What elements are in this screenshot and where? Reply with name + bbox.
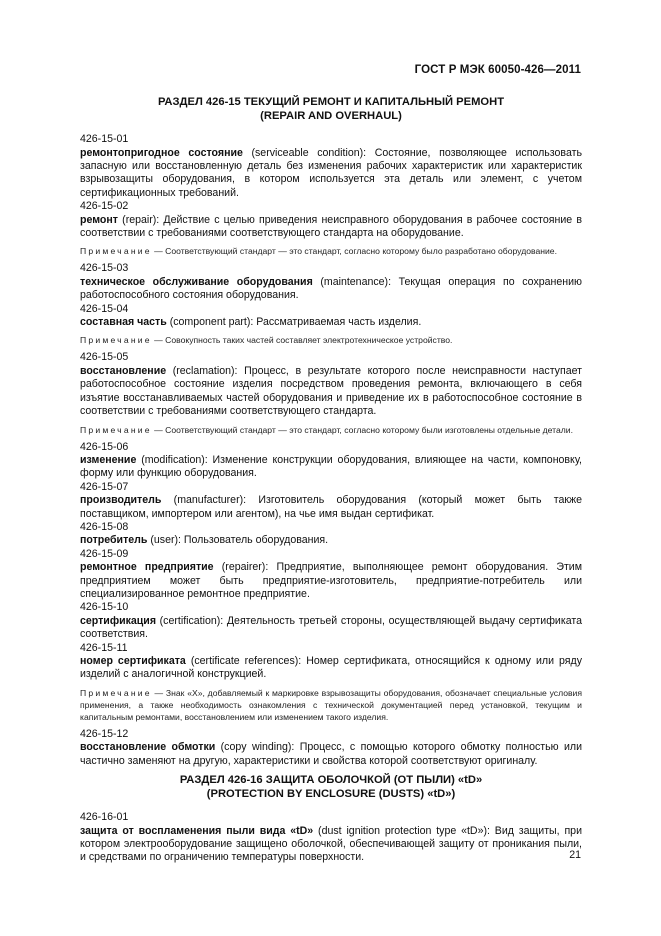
- term-definition: [80, 214, 582, 241]
- standard-header: ГОСТ Р МЭК 60050-426—2011: [414, 64, 581, 76]
- term-name: ремонт: [80, 213, 118, 226]
- term-entry: [80, 200, 582, 257]
- term-code: 426-15-12: [80, 727, 129, 740]
- note-text: — Совокупность таких частей составляет электротехническое устройство.: [151, 335, 453, 346]
- note-label: Примечание: [80, 246, 152, 257]
- term-name: защита от воспламенения пыли вида «tD»: [80, 824, 314, 837]
- term-definition-text: (modification): Изменение конструкции оборудования, влияющее на части, компоновку, форму или функцию оборудования.: [80, 453, 582, 480]
- term-code: 426-15-05: [80, 351, 129, 364]
- term-code: 426-15-11: [80, 641, 128, 654]
- term-definition-text: (component part): Рассматриваемая часть изделия.: [166, 316, 422, 329]
- term-name: ремонтное предприятие: [80, 561, 214, 574]
- page-number: 21: [569, 849, 581, 861]
- section-16-title-ru: РАЗДЕЛ 426-16 ЗАЩИТА ОБОЛОЧКОЙ (ОТ ПЫЛИ) «tD»: [179, 774, 483, 787]
- note-label: Примечание: [80, 687, 152, 698]
- note-label: Примечание: [80, 424, 152, 435]
- term-code: 426-15-09: [80, 547, 129, 560]
- term-code: 426-15-10: [80, 601, 129, 614]
- term-entry: [80, 601, 582, 641]
- term-definition: [80, 741, 582, 768]
- section-16-title: [80, 774, 582, 801]
- note-label: Примечание: [80, 335, 152, 346]
- term-entry: [80, 303, 582, 347]
- term-definition: [80, 561, 582, 601]
- term-definition-text: (maintenance): Текущая операция по сохранению работоспособного состояния оборудования.: [80, 275, 582, 302]
- term-definition: [80, 316, 582, 329]
- section-15-title-en: (REPAIR AND OVERHAUL): [260, 109, 402, 122]
- term-definition: [80, 615, 582, 642]
- term-definition: [80, 494, 582, 521]
- term-definition: [80, 147, 582, 201]
- note-text: — Соответствующий стандарт — это стандарт, согласно которому было разработано оборудование.: [151, 246, 557, 257]
- section-16-entries: [80, 811, 582, 865]
- term-definition-text: (serviceable condition): Состояние, позволяющее использовать запасную или восстановленную деталь без изменения рабочих характеристик или характеристик взрывозащиты оборудования, в котором используется эта деталь или элемент, с учетом сертификационных требований.: [80, 146, 582, 199]
- term-definition-text: (reclamation): Процесс, в результате которого после неисправности наступает работоспособное состояние изделия посредством проведения ремонта, включающего в себя изъятие восстанавливаемых частей оборудования и приведение их в работоспособное состояние в соответствии с требованиями соответствующего стандарта.: [80, 364, 582, 418]
- section-15-title: [80, 96, 582, 123]
- term-definition: [80, 365, 582, 419]
- term-code: 426-15-07: [80, 480, 129, 493]
- term-name: техническое обслуживание оборудования: [80, 275, 313, 288]
- term-definition: [80, 825, 582, 865]
- term-entry: [80, 441, 582, 481]
- section-15-entries: [80, 133, 582, 768]
- term-note: [80, 245, 582, 257]
- section-16-title-en: (PROTECTION BY ENCLOSURE (DUSTS) «tD»): [206, 787, 456, 800]
- section-15-title-ru: РАЗДЕЛ 426-15 ТЕКУЩИЙ РЕМОНТ И КАПИТАЛЬНЫЙ РЕМОНТ: [157, 96, 505, 108]
- term-code: 426-16-01: [80, 811, 129, 824]
- term-definition-text: (repair): Действие с целью приведения неисправного оборудования в рабочее состояние в соответствии с требованиями соответствующего стандарта на оборудование.: [80, 213, 582, 240]
- term-definition-text: (repairer): Предприятие, выполняющее ремонт оборудования. Этим предприятием может быть предприятие-изготовитель, предприятие-потребитель или специализированное ремонтное предприятие.: [80, 561, 582, 600]
- term-name: потребитель: [80, 534, 148, 547]
- term-definition: [80, 276, 582, 303]
- term-code: 426-15-01: [80, 133, 129, 146]
- term-note: [80, 687, 582, 723]
- term-code: 426-15-06: [80, 440, 129, 453]
- term-definition: [80, 655, 582, 682]
- term-code: 426-15-02: [80, 200, 129, 213]
- term-entry: [80, 133, 582, 200]
- term-name: восстановление обмотки: [80, 741, 216, 754]
- term-entry: [80, 811, 582, 865]
- term-entry: [80, 642, 582, 723]
- term-note: [80, 424, 582, 436]
- term-name: производитель: [80, 494, 162, 507]
- term-definition-text: (dust ignition protection type «tD»): Вид защиты, при котором электрооборудование защищено оболочкой, обеспечивающей защиту от проникания пыли, и средствами по ограничению температуры поверхности.: [80, 824, 582, 864]
- term-code: 426-15-03: [80, 262, 129, 275]
- term-name: ремонтопригодное состояние: [80, 146, 243, 159]
- term-entry: [80, 481, 582, 521]
- term-entry: [80, 521, 582, 548]
- term-definition: [80, 534, 582, 547]
- note-text: — Знак «X», добавляемый к маркировке взрывозащиты оборудования, обозначает специальные условия применения, а также необходимость ознакомления с технической документацией перед установкой, текущим и капитальным ремонтами, восстановлением или изменением такого изделия.: [80, 687, 582, 722]
- term-definition-text: (user): Пользователь оборудования.: [147, 534, 329, 547]
- term-entry: [80, 728, 582, 768]
- term-name: изменение: [80, 453, 137, 466]
- term-name: восстановление: [80, 364, 167, 377]
- term-code: 426-15-04: [80, 302, 129, 315]
- term-definition: [80, 454, 582, 481]
- term-entry: [80, 262, 582, 302]
- term-entry: [80, 351, 582, 435]
- term-note: [80, 334, 582, 346]
- term-definition-text: (certificate references): Номер сертификата, относящийся к одному или ряду изделий с аналогичной конструкцией.: [80, 655, 582, 681]
- note-text: — Соответствующий стандарт — это стандарт, согласно которому были изготовлены отдельные детали.: [151, 424, 573, 435]
- term-definition-text: (manufacturer): Изготовитель оборудования (который может быть также поставщиком, импортером или агентом), на чье имя выдан сертификат.: [80, 494, 582, 520]
- term-definition-text: (copy winding): Процесс, с помощью которого обмотку полностью или частично заменяют на другую, характеристики и свойства которой соответствуют оригиналу.: [80, 741, 582, 767]
- document-content: [80, 96, 582, 865]
- term-name: номер сертификата: [80, 655, 186, 667]
- term-code: 426-15-08: [80, 520, 129, 533]
- term-entry: [80, 548, 582, 602]
- term-name: составная часть: [80, 316, 167, 329]
- term-definition-text: (certification): Деятельность третьей стороны, осуществляющей выдачу сертификата соответствия.: [80, 614, 582, 641]
- term-name: сертификация: [80, 614, 156, 627]
